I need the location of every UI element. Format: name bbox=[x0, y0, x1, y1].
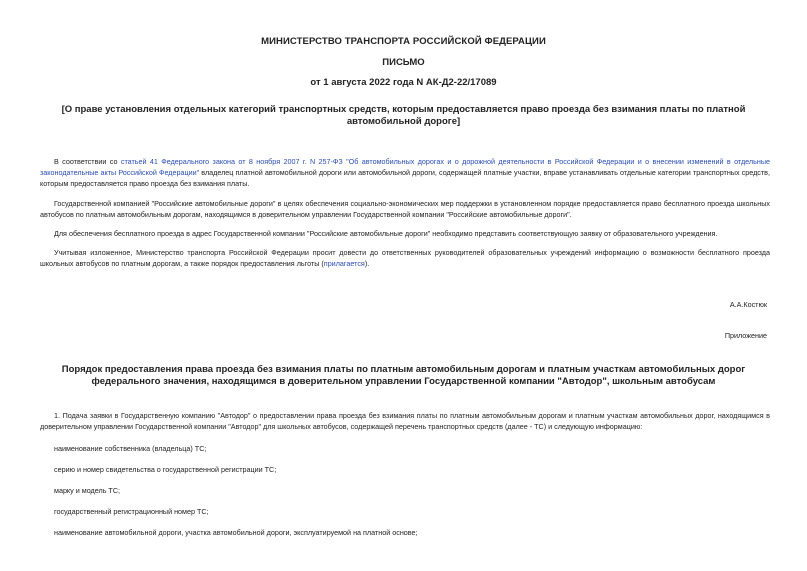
paragraph-3: Для обеспечения бесплатного проезда в адрес Государственной компании "Российские автомобильные дороги" необходимо представить соответствующую заявку от образовательного учреждения. bbox=[54, 229, 718, 238]
signature: А.А.Костюк bbox=[729, 300, 767, 309]
paragraph-1-suffix: владелец платной автомобильной дороги или автомобильной дороги, содержащей платные участки, вправе устанавливать отдельные категории транспортных средств, которым предоставляется право проезда без взимания платы. bbox=[40, 168, 770, 188]
paragraph-2: Государственной компанией "Российские автомобильные дороги" в целях обеспечения социально-экономических мер поддержки в установленном порядке предоставляется право бесплатного проезда школьных автобусов по платным автомобильным дорогам, находящимся в доверительном управлении Государственной компании "Российские автомобильные дороги". bbox=[40, 199, 770, 219]
appendix-label: Приложение bbox=[724, 331, 767, 340]
paragraph-4-suffix: ). bbox=[364, 259, 370, 268]
appendix-title: Порядок предоставления права проезда без взимания платы по платным автомобильным дорогам и платным участкам автомобильных дорог федерального значения, находящимся в доверительном управлении Государственной компании "Автодор", школьным автобусам bbox=[61, 364, 746, 387]
law-article-link[interactable]: статьей 41 Федерального закона от 8 ноября 2007 г. N 257-ФЗ "Об автомобильных дорогах и о дорожной деятельности в Российской Федерации и о внесении изменений в отдельные законодательные акты Российской Федерации" bbox=[40, 157, 770, 177]
paragraph-1 bbox=[40, 156, 770, 189]
paragraph-4 bbox=[40, 247, 770, 269]
document-title: [О праве установления отдельных категорий транспортных средств, которым предоставляется право проезда без взимания платы по платной автомобильной дороге] bbox=[61, 104, 746, 127]
list-item: марку и модель ТС; bbox=[54, 486, 121, 495]
appendix-point-1: 1. Подача заявки в Государственную компанию "Автодор" о предоставлении права проезда без взимания платы по платным автомобильным дорогам и платным участкам автомобильных дорог, находящимся в доверительном управлении Государственной компании "Автодор" для школьных автобусов, содержащей перечень транспортных средств (далее - ТС) и следующую информацию: bbox=[40, 411, 770, 431]
attachment-link[interactable]: прилагается bbox=[323, 259, 365, 268]
list-item: серию и номер свидетельства о государственной регистрации ТС; bbox=[54, 465, 277, 474]
document-date-number: от 1 августа 2022 года N АК-Д2-22/17089 bbox=[310, 77, 497, 88]
list-item: государственный регистрационный номер ТС; bbox=[54, 507, 209, 516]
list-item: наименование автомобильной дороги, участка автомобильной дороги, эксплуатируемой на платной основе; bbox=[54, 528, 418, 537]
ministry-heading: МИНИСТЕРСТВО ТРАНСПОРТА РОССИЙСКОЙ ФЕДЕРАЦИИ bbox=[261, 36, 546, 47]
list-item: наименование собственника (владельца) ТС; bbox=[54, 444, 207, 453]
document-type: ПИСЬМО bbox=[382, 57, 425, 68]
paragraph-1-prefix: В соответствии со bbox=[54, 157, 121, 166]
paragraph-4-prefix: Учитывая изложенное, Министерство транспорта Российской Федерации просит довести до ответственных руководителей образовательных учреждений информацию о возможности бесплатного проезда школьных автобусов по платным дорогам, а также порядок предоставления льготы ( bbox=[40, 248, 770, 268]
